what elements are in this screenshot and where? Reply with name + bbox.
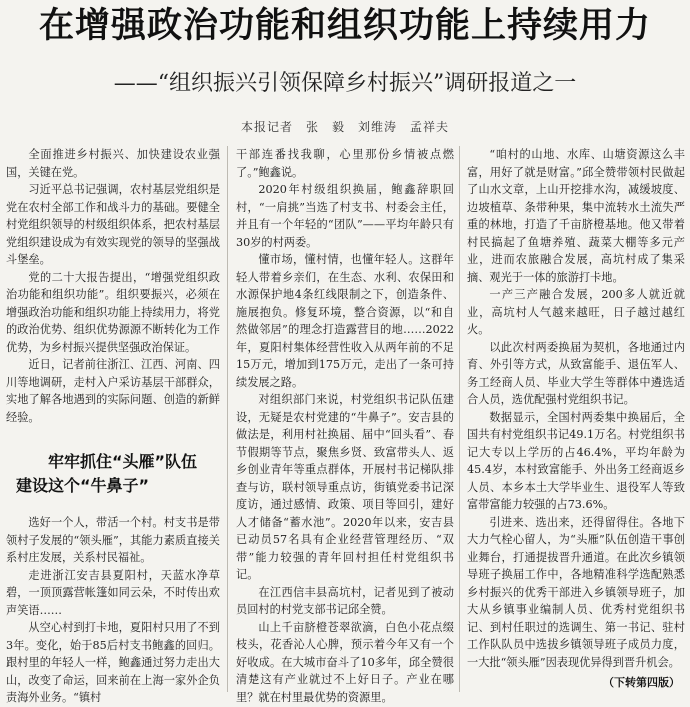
paragraph: 一产三产融合发展，200多人就近就业，高坑村人气越来越旺，日子越过越红火。 xyxy=(467,288,685,336)
paragraph: 从空心村到打卡地，夏阳村只用了不到3年。变化，始于85后村支书鲍鑫的回归。跟村里的年轻人一样，鲍鑫通过努力走出大山，改变了命运，回来前在上海一家外企负责海外业务。“镇村 xyxy=(6,621,220,704)
paragraph: 近日，记者前往浙江、江西、河南、四川等地调研，走村入户采访基层干部群众，实地了解各地遇到的实际问题、创造的新鲜经验。 xyxy=(6,358,220,424)
paragraph: 对组织部门来说，村党组织书记队伍建设，无疑是农村党建的“牛鼻子”。安吉县的做法是，利用村社换届、届中“回头看”、春节假期等节点，聚焦乡贤、致富带头人、返乡创业青年等重点群体，开展村书记梯队排查与访，联村领导重点访，街镇党委书记深度访，通过感情、政策、项目等回引，建好人才储备“蓄水池”。2020年以来，安吉县已动员57名具有企业经营管理经历、“双带”能力较强的青年回村担任村党组织书记。 xyxy=(236,393,454,581)
article-column-1 xyxy=(6,146,220,426)
headline: 在增强政治功能和组织功能上持续用力 xyxy=(38,6,651,46)
article-column-1-lower xyxy=(6,514,220,707)
section-heading xyxy=(6,450,220,498)
paragraph: 数据显示，全国村两委集中换届后，全国共有村党组织书记49.1万名。村党组织书记大专以上学历的占46.4%，平均年龄为45.4岁，本村致富能手、外出务工经商返乡人员、本乡本土大学毕业生、退役军人等致富带富能力较强的占73.6%。 xyxy=(467,410,685,511)
section-heading-line: 建设这个“牛鼻子” xyxy=(16,476,150,495)
paragraph: 2020年村级组织换届，鲍鑫辞职回村，“一肩挑”当选了村支书、村委会主任，并且有一个年轻的“团队”——平均年龄只有30岁的村两委。 xyxy=(236,183,454,249)
paragraph: 引进来、选出来，还得留得住。各地下大力气栓心留人，为“头雁”队伍创造干事创业舞台，打通提拔晋升通道。在此次乡镇领导班子换届工作中，各地精准科学选配熟悉乡村振兴的优秀干部进入乡镇领导班子，加大从乡镇事业编制人员、优秀村党组织书记、到村任职过的选调生、第一书记、驻村工作队队员中选拔乡镇领导班子成员力度，一大批“领头雁”因表现优异得到晋升机会。 xyxy=(467,515,685,669)
paragraph: “咱村的山地、水库、山塘资源这么丰富，用好了就是财富。”邱全赞带领村民做起了山水文章，上山开挖排水沟，减缓坡度、边坡植草、条带种果，集中流转水土流失严重的林地，打造了千亩脐橙基地。他又带着村民搞起了鱼塘养殖、蔬菜大棚等多元产业，进而农旅融合发展，高坑村成了集采摘、观光于一体的旅游打卡地。 xyxy=(467,148,685,284)
article-column-3 xyxy=(467,146,685,671)
byline: 本报记者 张 毅 刘维涛 孟祥夫 xyxy=(240,120,449,134)
paragraph: 全面推进乡村振兴、加快建设农业强国，关键在党。 xyxy=(6,148,220,179)
subheadline: ——“组织振兴引领保障乡村振兴”调研报道之一 xyxy=(113,71,577,96)
paragraph: 党的二十大报告提出，“增强党组织政治功能和组织功能”。组织要振兴，必须在增强政治功能和组织功能上持续用力，将党的政治优势、组织优势源源不断转化为工作优势，为乡村振兴提供坚强政治保证。 xyxy=(6,270,220,354)
section-heading-line: 牢牢抓住“头雁”队伍 xyxy=(48,452,198,471)
paragraph: 懂市场，懂村情，也懂年轻人。这群年轻人带着乡亲们，在生态、水利、农保田和水源保护地4条红线限制之下，创造条件、施展抱负。修复环境，整合资源，以“和自然做邻居”的理念打造露营目的地……2022年，夏阳村集体经营性收入从两年前的不足15万元，增加到175万元，走出了一条可持续发展之路。 xyxy=(236,253,454,389)
paragraph: 习近平总书记强调，农村基层党组织是党在农村全部工作和战斗力的基础。要健全村党组织领导的村级组织体系，把农村基层党组织建设成为有效实现党的领导的坚强战斗堡垒。 xyxy=(6,183,220,266)
article-column-2 xyxy=(236,146,454,706)
continuation-note: （下转第四版） xyxy=(603,676,680,689)
paragraph: 以此次村两委换届为契机，各地通过内育、外引等方式，从致富能手、退伍军人、务工经商人员、毕业大学生等群体中遴选适合人员，选优配强村党组织书记。 xyxy=(467,340,685,406)
column-divider xyxy=(459,146,460,692)
column-divider xyxy=(227,146,228,692)
paragraph: 在江西信丰县高坑村，记者见到了被动员回村的村党支部书记邱全赞。 xyxy=(236,585,454,616)
paragraph: 山上千亩脐橙苍翠欲滴，白色小花点缀枝头，花香沁人心脾，预示着今年又有一个好收成。在大城市奋斗了10多年，邱全赞很清楚这有产业就过不上好日子。产业在哪里？就在村里最优势的资源里。 xyxy=(236,620,454,704)
paragraph: 选好一个人，带活一个村。村支书是带领村子发展的“领头雁”，其能力素质直接关系村庄发展，关系村民福祉。 xyxy=(6,516,220,564)
paragraph: 干部连番找我聊，心里那份乡情被点燃了。”鲍鑫说。 xyxy=(236,148,454,179)
paragraph: 走进浙江安吉县夏阳村，天蓝水净草碧，一顶顶露营帐篷如同云朵，不时传出欢声笑语…… xyxy=(6,568,220,617)
